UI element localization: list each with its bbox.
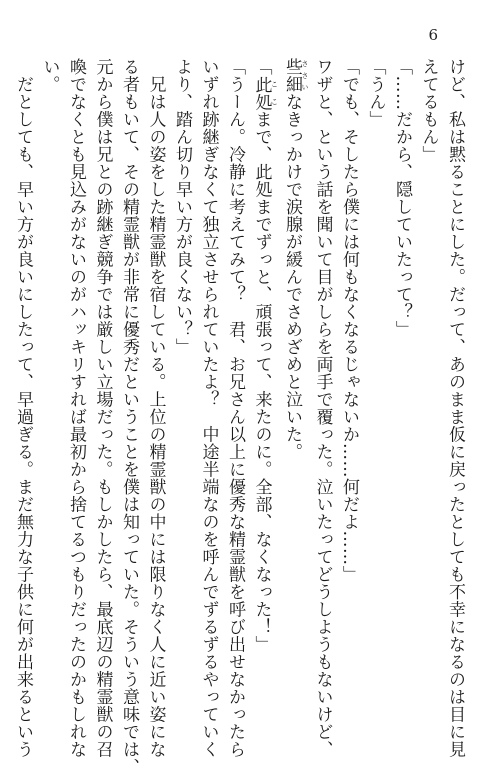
text-column: 喚でなくとも見込みがないのがハッキリすれば最初から捨てるつもりだったのかもしれな	[66, 58, 86, 758]
text-column: 元から僕は兄との跡継ぎ競争では厳しい立場だった。もしかしたら、最底辺の精霊獣の召	[92, 58, 113, 758]
text-column: 些細 ささいなきっかけで涙腺が緩んでさめざめと泣いた。	[282, 58, 309, 461]
text-column: 「でも、そしたら僕には何もなくなるじゃないか……何だよ……」	[339, 58, 359, 583]
text-column: 「うん」	[365, 58, 386, 128]
vertical-text-block	[13, 58, 468, 776]
text-column: けど、私は黙ることにした。だって、あのまま仮に戻ったとしても不幸になるのは目に見	[445, 58, 465, 758]
text-column: 「……だから、隠していたって？」	[392, 58, 412, 338]
page-number: 6	[428, 26, 438, 44]
text-column: る者もいて、その精霊獣が非常に優秀だということを僕は知っていた。そういう意味では、	[119, 58, 139, 776]
text-column: だとしても、早い方が良いにしたって、早過ぎる。まだ無力な子供に何が出来るという	[13, 58, 33, 758]
text-column: より、踏ん切り早い方が良くない？」	[172, 58, 192, 356]
text-column: 兄は人の姿をした精霊獣を宿している。上位の精霊獣の中には限りなく人に近い姿にな	[145, 58, 166, 758]
text-column: 「此処 ここまで、此処までずっと、頑張って、来たのに。全部、なくなった！」	[251, 58, 279, 653]
furigana: 此処 ここ	[251, 75, 279, 111]
text-column: いずれ跡継ぎなくて独立させられていたよ？ 中途半端なのを呼んでずるずるやっていく	[198, 58, 219, 758]
text-column: えてるもん」	[418, 58, 439, 163]
furigana: 些細 ささい	[282, 58, 309, 93]
text-column: 「うーん。冷静に考えてみて？ 君、お兄さん以上に優秀な精霊獣を呼び出せなかったら	[225, 58, 245, 758]
text-column: い。	[39, 58, 60, 93]
text-column: ワザと、という話を聞いて目がしらを両手で覆った。泣いたってどうしようもないけど、	[312, 58, 333, 758]
